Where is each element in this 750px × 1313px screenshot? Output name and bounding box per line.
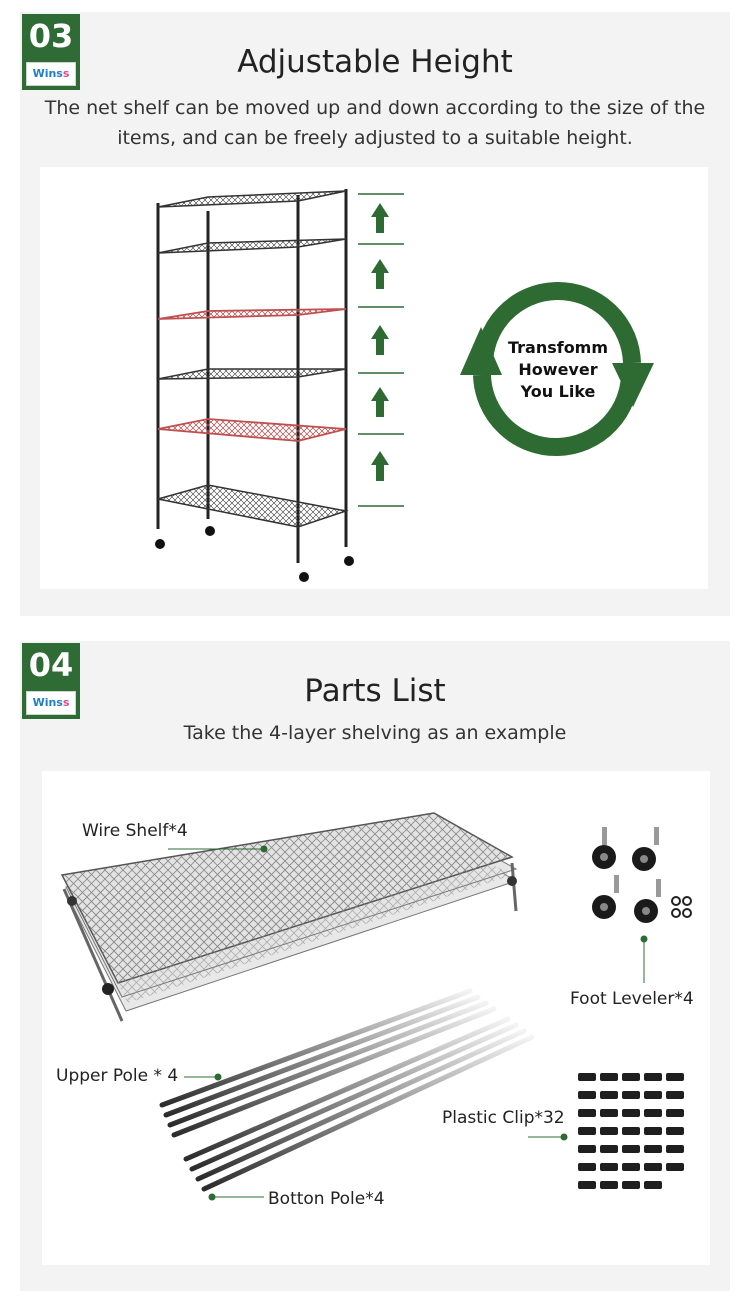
shelf-5-red: [158, 419, 346, 441]
shelf-1: [158, 191, 346, 207]
shelf-6: [158, 485, 346, 527]
plastic-clips: [578, 1073, 684, 1189]
upper-pole-label: Upper Pole * 4: [56, 1066, 179, 1086]
plastic-clip-label: Plastic Clip*32: [442, 1108, 565, 1128]
wire-shelf-stack: [62, 813, 517, 1021]
foot-leveler-label: Foot Leveler*4: [570, 989, 694, 1009]
brand-logo: Winss: [26, 691, 76, 715]
brand-logo: Winss: [26, 62, 76, 86]
section-number: 03: [28, 17, 74, 55]
bottom-pole-label: Botton Pole*4: [268, 1189, 385, 1209]
cycle-caption: Transfomm However You Like: [507, 338, 609, 401]
height-markers: [358, 194, 404, 506]
product-image-panel: [40, 167, 708, 589]
section-title: Adjustable Height: [237, 44, 513, 80]
section-number-badge: [22, 14, 80, 90]
section-number-badge: [22, 643, 80, 719]
wire-shelf-label: Wire Shelf*4: [82, 821, 188, 841]
caster-wheels: [592, 827, 691, 923]
section-description: The net shelf can be moved up and down according to the size of the items, and can be freely adjusted to a suitable height.: [44, 97, 706, 149]
section-title: Parts List: [304, 673, 446, 709]
parts-image-panel: [42, 771, 710, 1265]
shelf-2: [158, 239, 346, 253]
adjustable-height-section: [20, 12, 730, 616]
section-subtitle: Take the 4-layer shelving as an example: [183, 722, 567, 744]
parts-list-section: [20, 641, 730, 1291]
shelf-3-red: [158, 309, 346, 319]
section-number: 04: [28, 646, 74, 684]
shelf-4: [158, 369, 346, 379]
